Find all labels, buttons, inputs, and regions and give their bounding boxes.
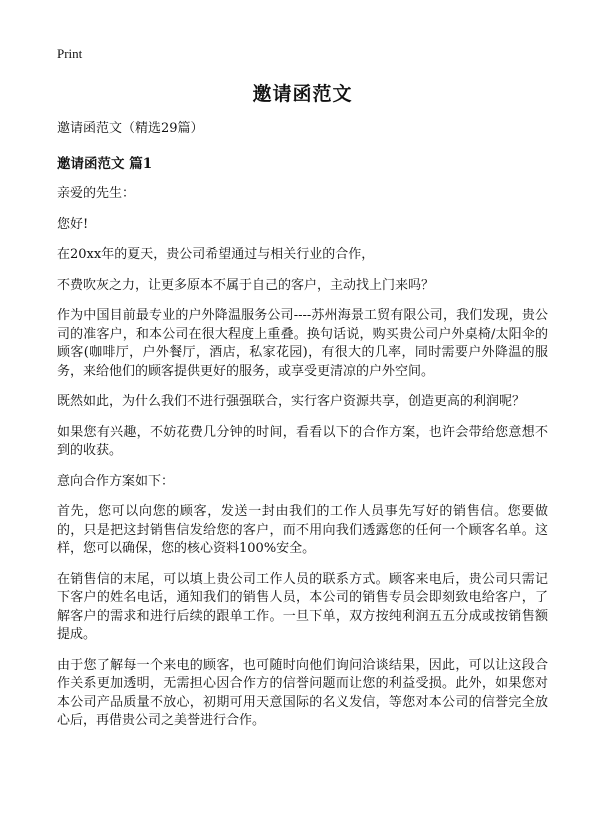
document-subtitle: 邀请函范文（精选29篇） xyxy=(57,121,204,136)
paragraph-interest: 如果您有兴趣，不妨花费几分钟的时间，看看以下的合作方案，也许会带给您意想不到的收获。 xyxy=(57,424,548,458)
paragraph-plan-heading: 意向合作方案如下： xyxy=(57,473,175,489)
print-link[interactable]: Print xyxy=(57,46,83,61)
paragraph-company: 作为中国目前最专业的户外降温服务公司----苏州海景工贸有限公司，我们发现，贵公司的准客户，和本公司在很大程度上重叠。换句话说，购买贵公司户外桌椅/太阳伞的顾客(咖啡厅，户外餐厅，酒店，私家花园)，有很大的几率，同时需要户外降温的服务，来给他们的顾客提供更好的服务，或享受更清凉的户外空间。 xyxy=(57,308,548,379)
paragraph-first: 首先，您可以向您的顾客，发送一封由我们的工作人员事先写好的销售信。您要做的，只是把这封销售信发给您的客户，而不用向我们透露您的任何一个顾客名单。这样，您可以确保，您的核心资料100%安全。 xyxy=(57,504,548,556)
paragraph-hello: 您好! xyxy=(57,216,89,232)
section-heading: 邀请函范文 篇1 xyxy=(57,156,153,172)
paragraph-greeting: 亲爱的先生： xyxy=(57,186,136,201)
paragraph-question: 不费吹灰之力，让更多原本不属于自己的客户，主动找上门来吗？ xyxy=(57,277,435,293)
paragraph-transparency: 由于您了解每一个来电的顾客，也可随时向他们询问洽谈结果，因此，可以让这段合作关系更加透明，无需担心因合作方的信誉问题而让您的利益受损。此外，如果您对本公司产品质量不放心，初期可用天意国际的名义发信，等您对本公司的信誉完全放心后，再借贵公司之美誉进行合作。 xyxy=(57,657,548,728)
paragraph-contact: 在销售信的末尾，可以填上贵公司工作人员的联系方式。顾客来电后，贵公司只需记下客户的姓名电话，通知我们的销售人员，本公司的销售专员会即刻致电给客户，了解客户的需求和进行后续的跟单工作。一旦下单，双方按纯利润五五分成或按销售额提成。 xyxy=(57,571,548,642)
paragraph-intro: 在20xx年的夏天，贵公司希望通过与相关行业的合作， xyxy=(57,247,375,262)
paragraph-cooperation: 既然如此，为什么我们不进行强强联合，实行客户资源共享，创造更高的利润呢？ xyxy=(57,394,526,409)
document-title: 邀请函范文 xyxy=(252,83,353,105)
